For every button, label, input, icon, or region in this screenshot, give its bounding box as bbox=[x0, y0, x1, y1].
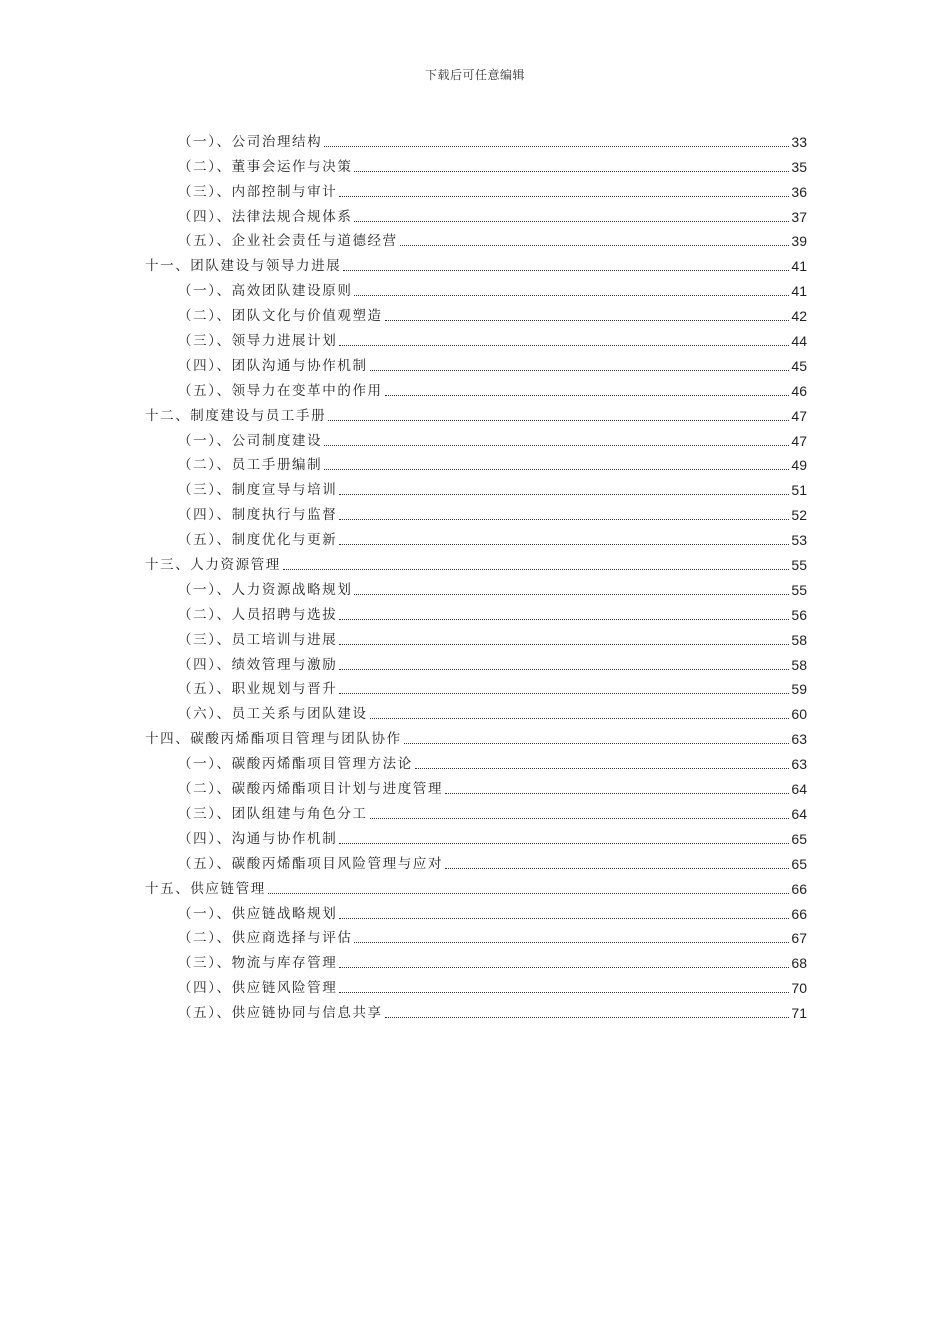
toc-page-number: 47 bbox=[791, 432, 807, 449]
toc-entry-title: （一）、碳酸丙烯酯项目管理方法论 bbox=[178, 756, 413, 773]
toc-section-entry[interactable] bbox=[145, 151, 807, 176]
toc-page-number: 68 bbox=[791, 955, 807, 972]
toc-page-number: 66 bbox=[791, 880, 807, 897]
toc-section-entry[interactable] bbox=[145, 300, 807, 325]
toc-section-entry[interactable] bbox=[145, 599, 807, 624]
toc-entry-title: 十二、制度建设与员工手册 bbox=[145, 407, 327, 424]
toc-chapter-entry[interactable] bbox=[145, 873, 807, 898]
toc-page-number: 64 bbox=[791, 805, 807, 822]
toc-entry-title: （二）、董事会运作与决策 bbox=[178, 158, 353, 175]
toc-section-entry[interactable] bbox=[145, 748, 807, 773]
toc-page-number: 39 bbox=[791, 233, 807, 250]
toc-page-number: 63 bbox=[791, 731, 807, 748]
toc-entry-title: （三）、团队组建与角色分工 bbox=[178, 805, 368, 822]
toc-dot-leader bbox=[343, 270, 789, 271]
toc-entry-title: （三）、制度宣导与培训 bbox=[178, 482, 338, 499]
toc-section-entry[interactable] bbox=[145, 898, 807, 923]
toc-page-number: 56 bbox=[791, 606, 807, 623]
toc-dot-leader bbox=[324, 146, 789, 147]
toc-entry-title: （四）、团队沟通与协作机制 bbox=[178, 357, 368, 374]
toc-dot-leader bbox=[339, 519, 789, 520]
toc-dot-leader bbox=[370, 370, 790, 371]
toc-section-entry[interactable] bbox=[145, 425, 807, 450]
table-of-contents bbox=[145, 126, 807, 1022]
toc-dot-leader bbox=[385, 1017, 790, 1018]
toc-dot-leader bbox=[339, 644, 789, 645]
toc-section-entry[interactable] bbox=[145, 574, 807, 599]
toc-dot-leader bbox=[370, 818, 790, 819]
toc-chapter-entry[interactable] bbox=[145, 549, 807, 574]
toc-section-entry[interactable] bbox=[145, 823, 807, 848]
toc-page-number: 52 bbox=[791, 507, 807, 524]
toc-section-entry[interactable] bbox=[145, 798, 807, 823]
toc-dot-leader bbox=[354, 594, 789, 595]
toc-section-entry[interactable] bbox=[145, 499, 807, 524]
toc-chapter-entry[interactable] bbox=[145, 723, 807, 748]
toc-dot-leader bbox=[385, 395, 790, 396]
toc-entry-title: （一）、人力资源战略规划 bbox=[178, 581, 353, 598]
toc-section-entry[interactable] bbox=[145, 624, 807, 649]
toc-section-entry[interactable] bbox=[145, 848, 807, 873]
toc-entry-title: （五）、供应链协同与信息共享 bbox=[178, 1005, 383, 1022]
toc-dot-leader bbox=[445, 793, 789, 794]
toc-dot-leader bbox=[385, 320, 790, 321]
toc-chapter-entry[interactable] bbox=[145, 250, 807, 275]
toc-page-number: 58 bbox=[791, 656, 807, 673]
toc-dot-leader bbox=[339, 693, 789, 694]
toc-page-number: 33 bbox=[791, 133, 807, 150]
toc-page-number: 55 bbox=[791, 581, 807, 598]
toc-page-number: 42 bbox=[791, 308, 807, 325]
toc-section-entry[interactable] bbox=[145, 126, 807, 151]
toc-section-entry[interactable] bbox=[145, 649, 807, 674]
toc-section-entry[interactable] bbox=[145, 176, 807, 201]
toc-entry-title: （三）、内部控制与审计 bbox=[178, 183, 338, 200]
toc-section-entry[interactable] bbox=[145, 972, 807, 997]
toc-dot-leader bbox=[268, 893, 790, 894]
toc-page-number: 64 bbox=[791, 781, 807, 798]
toc-dot-leader bbox=[339, 669, 789, 670]
toc-section-entry[interactable] bbox=[145, 923, 807, 948]
toc-entry-title: 十四、碳酸丙烯酯项目管理与团队协作 bbox=[145, 731, 402, 748]
toc-dot-leader bbox=[354, 295, 789, 296]
toc-dot-leader bbox=[400, 245, 790, 246]
toc-dot-leader bbox=[339, 345, 789, 346]
toc-dot-leader bbox=[324, 445, 789, 446]
toc-page-number: 41 bbox=[791, 283, 807, 300]
toc-entry-title: （一）、公司治理结构 bbox=[178, 133, 323, 150]
toc-section-entry[interactable] bbox=[145, 674, 807, 699]
toc-entry-title: （二）、团队文化与价值观塑造 bbox=[178, 308, 383, 325]
toc-page-number: 59 bbox=[791, 681, 807, 698]
toc-entry-title: （二）、员工手册编制 bbox=[178, 457, 323, 474]
toc-entry-title: （五）、制度优化与更新 bbox=[178, 532, 338, 549]
toc-page-number: 71 bbox=[791, 1005, 807, 1022]
toc-section-entry[interactable] bbox=[145, 325, 807, 350]
toc-section-entry[interactable] bbox=[145, 474, 807, 499]
toc-entry-title: 十三、人力资源管理 bbox=[145, 557, 281, 574]
toc-entry-title: （六）、员工关系与团队建设 bbox=[178, 706, 368, 723]
toc-page-number: 41 bbox=[791, 258, 807, 275]
toc-dot-leader bbox=[328, 420, 789, 421]
toc-page-number: 46 bbox=[791, 382, 807, 399]
toc-entry-title: （五）、领导力在变革中的作用 bbox=[178, 382, 383, 399]
toc-entry-title: （三）、领导力进展计划 bbox=[178, 333, 338, 350]
toc-dot-leader bbox=[339, 918, 789, 919]
toc-dot-leader bbox=[370, 718, 790, 719]
toc-dot-leader bbox=[339, 196, 789, 197]
toc-dot-leader bbox=[354, 942, 789, 943]
toc-entry-title: （五）、企业社会责任与道德经营 bbox=[178, 233, 398, 250]
toc-page-number: 44 bbox=[791, 333, 807, 350]
toc-section-entry[interactable] bbox=[145, 350, 807, 375]
toc-page-number: 37 bbox=[791, 208, 807, 225]
toc-dot-leader bbox=[339, 544, 789, 545]
toc-dot-leader bbox=[354, 221, 789, 222]
toc-entry-title: （四）、制度执行与监督 bbox=[178, 507, 338, 524]
toc-section-entry[interactable] bbox=[145, 773, 807, 798]
toc-page-number: 67 bbox=[791, 930, 807, 947]
toc-page-number: 58 bbox=[791, 631, 807, 648]
toc-page-number: 47 bbox=[791, 407, 807, 424]
toc-dot-leader bbox=[339, 992, 789, 993]
toc-entry-title: 十五、供应链管理 bbox=[145, 880, 266, 897]
toc-entry-title: （三）、物流与库存管理 bbox=[178, 955, 338, 972]
toc-section-entry[interactable] bbox=[145, 201, 807, 226]
toc-page-number: 55 bbox=[791, 557, 807, 574]
toc-section-entry[interactable] bbox=[145, 947, 807, 972]
toc-entry-title: （五）、碳酸丙烯酯项目风险管理与应对 bbox=[178, 855, 444, 872]
toc-section-entry[interactable] bbox=[145, 524, 807, 549]
toc-dot-leader bbox=[339, 843, 789, 844]
toc-entry-title: （二）、供应商选择与评估 bbox=[178, 930, 353, 947]
toc-page-number: 35 bbox=[791, 158, 807, 175]
toc-entry-title: （二）、碳酸丙烯酯项目计划与进度管理 bbox=[178, 781, 444, 798]
toc-dot-leader bbox=[354, 171, 789, 172]
toc-page-number: 65 bbox=[791, 855, 807, 872]
toc-page-number: 63 bbox=[791, 756, 807, 773]
toc-entry-title: （三）、员工培训与进展 bbox=[178, 631, 338, 648]
toc-section-entry[interactable] bbox=[145, 275, 807, 300]
toc-dot-leader bbox=[283, 569, 790, 570]
toc-entry-title: （四）、供应链风险管理 bbox=[178, 980, 338, 997]
toc-dot-leader bbox=[415, 768, 790, 769]
toc-page-number: 49 bbox=[791, 457, 807, 474]
toc-entry-title: （一）、公司制度建设 bbox=[178, 432, 323, 449]
toc-dot-leader bbox=[339, 967, 789, 968]
toc-section-entry[interactable] bbox=[145, 997, 807, 1022]
toc-page-number: 60 bbox=[791, 706, 807, 723]
toc-chapter-entry[interactable] bbox=[145, 400, 807, 425]
toc-section-entry[interactable] bbox=[145, 226, 807, 251]
toc-page-number: 36 bbox=[791, 183, 807, 200]
toc-dot-leader bbox=[404, 743, 790, 744]
toc-entry-title: （一）、高效团队建设原则 bbox=[178, 283, 353, 300]
toc-page-number: 51 bbox=[791, 482, 807, 499]
toc-page-number: 65 bbox=[791, 830, 807, 847]
toc-entry-title: （四）、沟通与协作机制 bbox=[178, 830, 338, 847]
toc-entry-title: 十一、团队建设与领导力进展 bbox=[145, 258, 342, 275]
toc-page-number: 66 bbox=[791, 905, 807, 922]
toc-section-entry[interactable] bbox=[145, 698, 807, 723]
toc-page-number: 70 bbox=[791, 980, 807, 997]
toc-dot-leader bbox=[324, 469, 789, 470]
toc-entry-title: （五）、职业规划与晋升 bbox=[178, 681, 338, 698]
toc-entry-title: （四）、法律法规合规体系 bbox=[178, 208, 353, 225]
page-header: 下载后可任意编辑 bbox=[424, 68, 525, 82]
toc-page-number: 53 bbox=[791, 532, 807, 549]
toc-entry-title: （四）、绩效管理与激励 bbox=[178, 656, 338, 673]
toc-page-number: 45 bbox=[791, 357, 807, 374]
toc-dot-leader bbox=[339, 494, 789, 495]
toc-dot-leader bbox=[445, 868, 789, 869]
toc-dot-leader bbox=[339, 619, 789, 620]
toc-section-entry[interactable] bbox=[145, 375, 807, 400]
toc-entry-title: （一）、供应链战略规划 bbox=[178, 905, 338, 922]
toc-section-entry[interactable] bbox=[145, 450, 807, 475]
toc-entry-title: （二）、人员招聘与选拔 bbox=[178, 606, 338, 623]
